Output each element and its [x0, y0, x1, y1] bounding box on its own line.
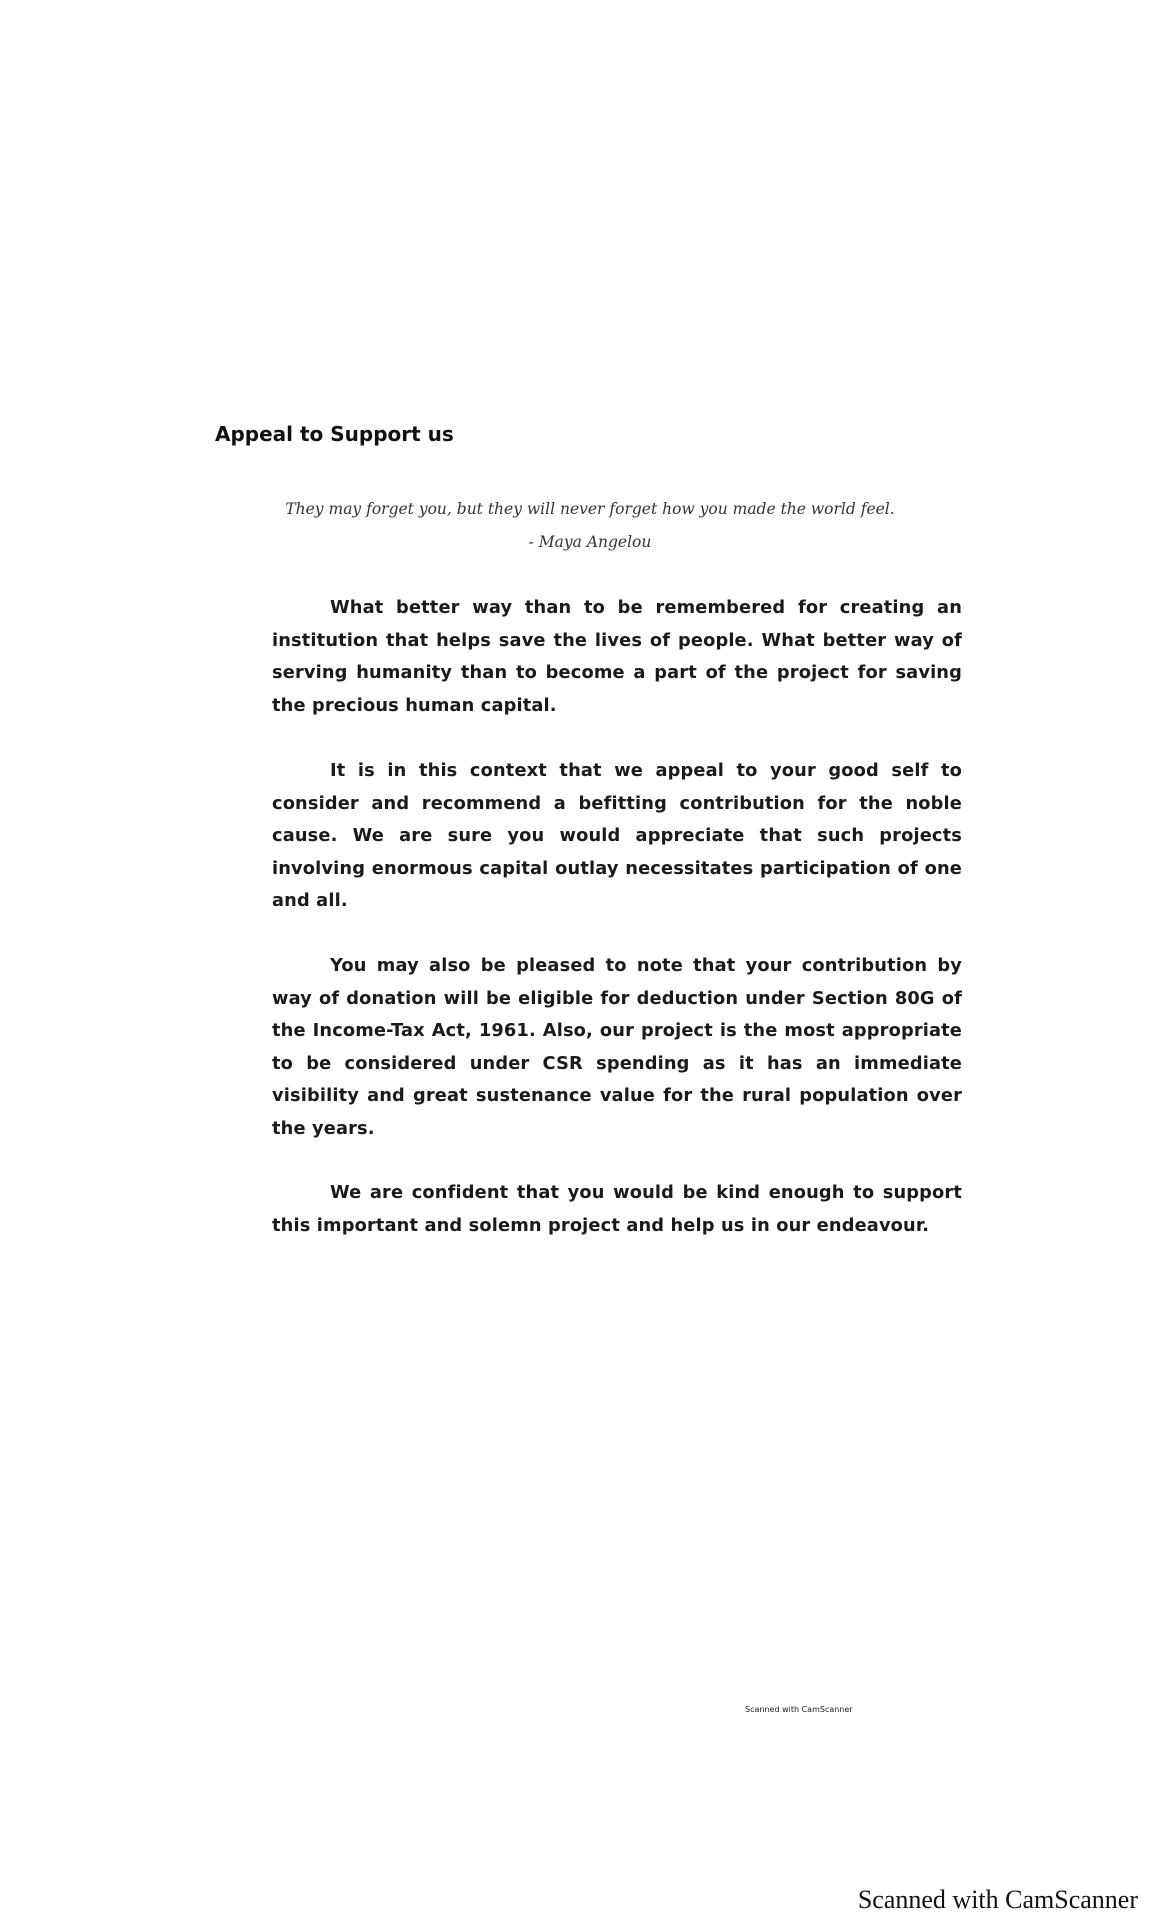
body-paragraph-2: It is in this context that we appeal to your good self to consider and recommend a befitting contribution for the noble cause. We are sure you would appreciate that such projects involving enormous capital outlay necessitates participation of one and all. [272, 760, 962, 911]
body-paragraph-4: We are confident that you would be kind enough to support this important and solemn project and help us in our endeavour. [272, 1182, 962, 1236]
page-heading: Appeal to Support us [215, 422, 454, 446]
camscanner-watermark: Scanned with CamScanner [857, 1885, 1138, 1914]
body-paragraph-1: What better way than to be remembered for creating an institution that helps save the lives of people. What better way of serving humanity than to become a part of the project for saving the precious human capital. [272, 597, 962, 716]
epigraph-author: - Maya Angelou [528, 533, 652, 551]
body-paragraph-3: You may also be pleased to note that your contribution by way of donation will be eligible for deduction under Section 80G of the Income-Tax Act, 1961. Also, our project is the most appropriate to be considered under CSR spending as it has an immediate visibility and great sustenance value for the rural population over the years. [272, 955, 962, 1139]
inner-scan-stamp: Scanned with CamScanner [745, 1705, 853, 1714]
epigraph-quote: They may forget you, but they will never forget how you made the world feel. [285, 500, 895, 518]
